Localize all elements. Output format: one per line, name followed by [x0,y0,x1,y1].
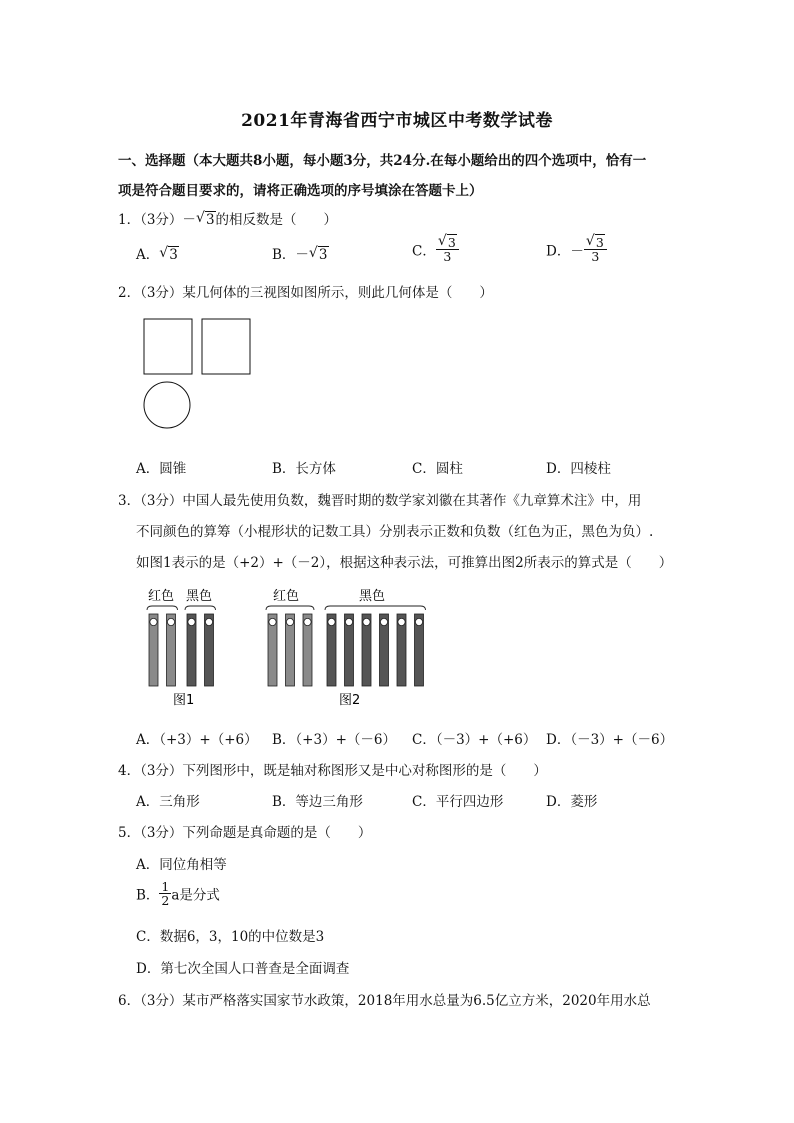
q1-option-d: D．－ √ 3 3 [546,236,607,263]
fig2-black-rod-knob [415,618,422,625]
q4-option-d: D．菱形 [546,794,598,810]
q2-option-a: A．圆锥 [136,461,187,477]
q5-option-b: B． $\frac{1}{2}$ a是分式 [136,879,220,909]
fig1-red-label: 红色 [148,589,175,604]
q2-option-c: C．圆柱 [412,461,463,477]
q3-option-a: A．（+3）+（+6） [136,732,258,748]
section-heading-line2: 项是符合题目要求的，请将正确选项的序号填涂在答题卡上） [118,183,483,199]
fig1-red-bracket [147,606,178,610]
question-6: 6．（3分）某市严格落实国家节水政策，2018年用水总量为6.5亿立方米，2020年用水总 [118,993,651,1009]
fig2-red-rod-knob [304,618,311,625]
section-heading [118,146,684,206]
question-3-line3: 如图1表示的是（+2）+（－2），根据这种表示法，可推算出图2所表示的算式是（ ） [136,555,673,571]
q4-option-c: C．平行四边形 [412,794,504,810]
front-view-square [144,319,192,374]
q3-option-b: B．（+3）+（－6） [272,732,396,748]
fig1-black-label: 黑色 [186,589,213,604]
question-1: 1．（3分）－ √ 3的相反数是（ ） [118,210,338,228]
q3-option-d: D．（－3）+（－6） [546,732,674,748]
q1-option-a: A． √ 3 [136,245,178,263]
fig2-black-rod-knob [363,618,370,625]
fig1-caption: 图1 [173,693,195,708]
question-2: 2．（3分）某几何体的三视图如图所示，则此几何体是（ ） [118,285,493,301]
fig2-black-rod-knob [345,618,352,625]
fig2-black-rod-knob [328,618,335,625]
fig2-red-label: 红色 [273,589,300,604]
fig2-red-rod-knob [286,618,293,625]
q2-option-d: D．四棱柱 [546,461,611,477]
three-view-figure [140,316,260,432]
fig2-red-bracket [266,606,314,610]
side-view-square [202,319,250,374]
q1-option-c: C． √ 3 3 [412,236,459,263]
question-3-line1: 3．（3分）中国人最先使用负数，魏晋时期的数学家刘徽在其著作《九章算术注》中，用 [118,493,642,509]
question-5: 5．（3分）下列命题是真命题的是（ ） [118,825,372,841]
fig1-black-rod-knob [205,618,212,625]
q4-option-a: A．三角形 [136,794,200,810]
fig2-black-rod-knob [380,618,387,625]
q5-option-a: A．同位角相等 [136,857,227,873]
fig1-black-rod-knob [188,618,195,625]
q4-option-b: B．等边三角形 [272,794,363,810]
question-4: 4．（3分）下列图形中，既是轴对称图形又是中心对称图形的是（ ） [118,763,547,779]
question-3-line2: 不同颜色的算筹（小棍形状的记数工具）分别表示正数和负数（红色为正，黑色为负）. [136,524,654,540]
q5-option-d: D．第七次全国人口普查是全面调查 [136,961,350,977]
fig2-black-label: 黑色 [359,589,386,604]
fig1-red-rod-knob [167,618,174,625]
fig1-black-bracket [185,606,216,610]
section-heading-line1: 一、选择题（本大题共8小题，每小题3分，共24分.在每小题给出的四个选项中，恰有一 [118,153,647,169]
page-title: 2021年青海省西宁市城区中考数学试卷 [241,111,553,131]
counting-rods-figure [140,582,430,712]
top-view-circle [144,382,190,428]
fig2-black-rod-knob [398,618,405,625]
fig1-red-rod-knob [150,618,157,625]
q3-option-c: C．（－3）+（+6） [412,732,537,748]
q1-option-b: B．－ √ 3 [272,245,328,263]
fig2-red-rod-knob [269,618,276,625]
q5-option-c: C．数据6，3，10的中位数是3 [136,929,325,945]
fig2-black-bracket [325,606,426,610]
sqrt-symbol: √ 3 [195,210,215,228]
q2-option-b: B．长方体 [272,461,336,477]
fig2-caption: 图2 [339,693,361,708]
